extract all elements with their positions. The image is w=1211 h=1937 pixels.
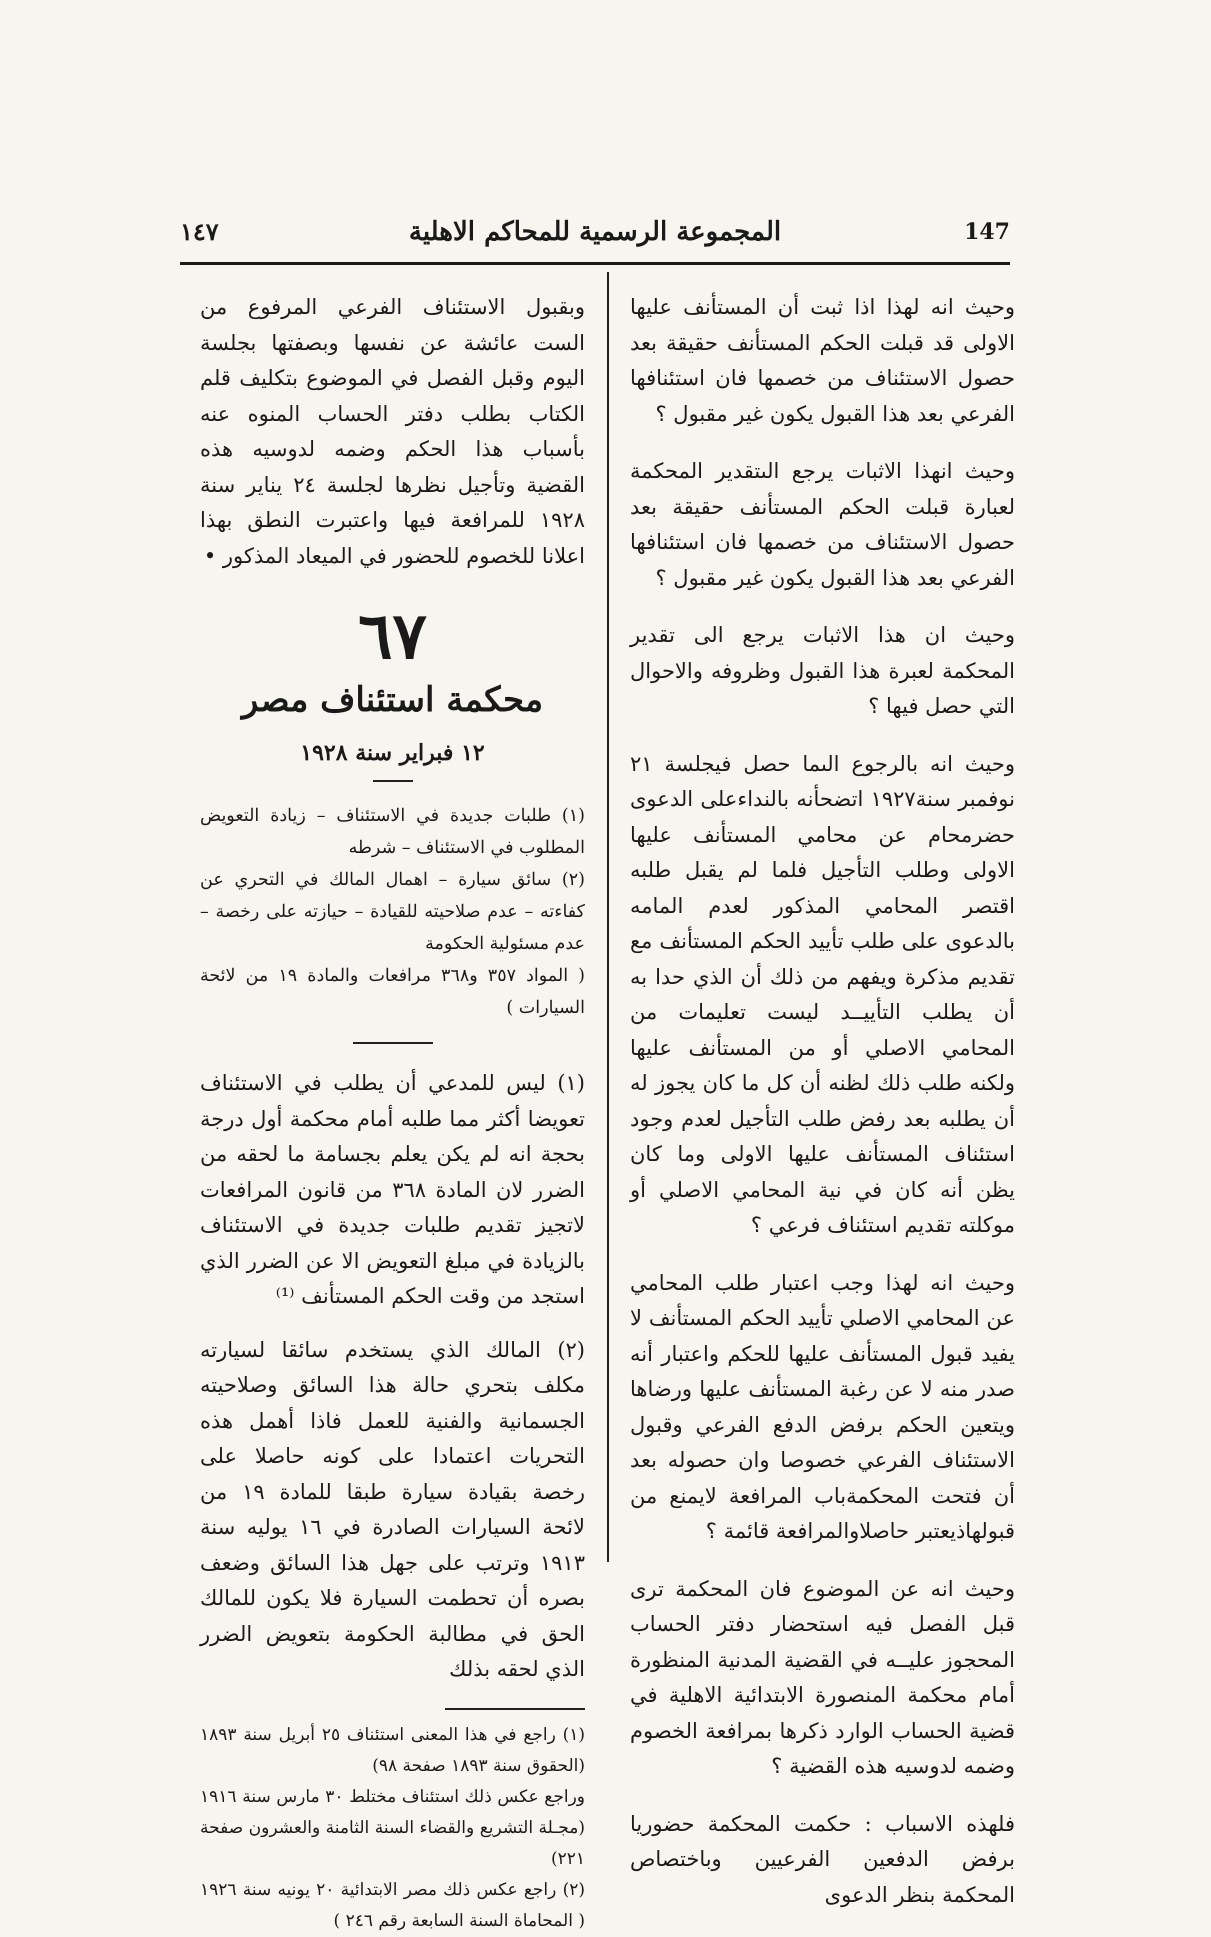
paragraph-verdict: فلهذه الاسباب : حكمت المحكمة حضوريا برفض الدفعين الفرعيين وباختصاص المحكمة بنظر الدعوى <box>630 1811 1015 1907</box>
page-number-arabic: ١٤٧ <box>180 217 219 246</box>
running-title: المجموعة الرسمية للمحاكم الاهلية <box>408 217 782 247</box>
holding-paragraph: (٢) المالك الذي يستخدم سائقا لسيارته مكلف بتحري حالة هذا السائق وصلاحيته الجسمانية والفنية للعمل فاذا أهمل هذه التحريات اعتمادا على كونه حاصلا على رخصة بقيادة سيارة طبقا للمادة ١٩ من لائحة السيارات الصادرة في ١٦ يوليه سنة ١٩١٣ وترتب على جهل هذا السائق وضعف بصره أن تحطمت السيارة فلا يكون للمالك الحق في مطالبة الحكومة بتعويض الضرر الذي لحقه بذلك <box>200 1337 585 1681</box>
case-number: ٦٧ <box>358 599 427 674</box>
divider <box>353 1042 433 1044</box>
paragraph: وحيث ان هذا الاثبات يرجع الى تقدير المحكمة لعبرة هذا القبول وظروفه والاحوال التي حصل فيها ؟ <box>630 623 1015 718</box>
left-column <box>200 290 585 1937</box>
court-name: محكمة استئناف مصر <box>241 680 544 720</box>
paragraph: وحيث انهذا الاثبات يرجع الىتقدير المحكمة لعبارة قبلت الحكم المستأنف حقيقة بعد حصول الاستئناف من خصمها فان استئنافها الفرعي بعد هذا القبول يكون غير مقبول ؟ <box>630 459 1015 590</box>
footnote: وراجع عكس ذلك استئناف مختلط ٣٠ مارس سنة ١٩١٦ (مجـلة التشريع والقضاء السنة الثامنة والعشرون صفحة ٢٢١) <box>200 1786 585 1869</box>
right-column <box>630 290 1015 1913</box>
divider <box>373 780 413 782</box>
paragraph: وحيث انه لهذا وجب اعتبار طلب المحامي عن المحامي الاصلي تأييد الحكم المستأنف لا يفيد قبول المستأنف عليها للحكم واعتبار أنه صدر منه لا عن رغبة المستأنف عليها ورضاها ويتعين الحكم برفض الدفع الفرعي وقبول الاستئناف الفرعي خصوصا وان حصوله بعد أن فتحت المحكمةباب المرافعة لايمنع من قبولهاذيعتبر حاصلاوالمرافعة قائمة ؟ <box>630 1270 1015 1543</box>
summary-item: (١) طلبات جديدة في الاستئناف – زيادة التعويض المطلوب في الاستئناف – شرطه <box>200 806 585 858</box>
holding-paragraph: (١) ليس للمدعي أن يطلب في الاستئناف تعويضا أكثر مما طلبه أمام محكمة أول درجة بحجة انه لم يكن يعلم بجسامة ما لحقه من الضرر لان المادة ٣٦٨ من قانون المرافعات لاتجيز تقديم طلبات جديدة في الاستئناف بالزيادة في مبلغ التعويض الا عن الضرر الذي استجد من وقت الحكم المستأنف ⁽¹⁾ <box>200 1071 585 1308</box>
summary-item: (٢) سائق سيارة – اهمال المالك في التحري عن كفاءته – عدم صلاحيته للقيادة – حيازته على رخصة – عدم مسئولية الحكومة <box>200 870 585 954</box>
footnote: (٢) راجع عكس ذلك مصر الابتدائية ٢٠ يونيه سنة ١٩٢٦ ( المحاماة السنة السابعة رقم ٢٤٦ ) <box>200 1879 585 1931</box>
footnote: (١) راجع في هذا المعنى استئناف ٢٥ أبريل سنة ١٨٩٣ (الحقوق سنة ١٨٩٣ صفحة ٩٨) <box>200 1724 586 1776</box>
paragraph: وحيث انه عن الموضوع فان المحكمة ترى قبل الفصل فيه استحضار دفتر الحساب المحجوز عليــه في القضية المدنية المنظورة أمام محكمة المنصورة الابتدائية الاهلية في قضية الحساب الوارد ذكرها بمرافعة الخصوم وضمه لدوسيه هذه القضية ؟ <box>630 1576 1015 1778</box>
page-number-latin: 147 <box>964 219 1010 245</box>
header-rule <box>180 262 1010 265</box>
footnote-rule <box>445 1708 585 1710</box>
paragraph: وحيث انه بالرجوع الىما حصل فيجلسة ٢١ نوفمبر سنة١٩٢٧ اتضحأنه بالنداءعلى الدعوى حضرمحام عن محامي المستأنف عليها الاولى وطلب التأجيل فلما لم يقبل طلبه اقتصر المحامي المذكور لعدم المامه بالدعوى على طلب تأييد الحكم المستأنف مع تقديم مذكرة ويفهم من ذلك أن الذي حدا به أن يطلب التأييــد ليست تعليمات من المحامي الاصلي أو من المستأنف عليها ولكنه طلب ذلك لظنه أن كل ما كان يجوز له أن يطلبه بعد رفض طلب التأجيل لعدم وجود استئناف المستأنف عليها الاولى وما كان يظن أنه كان في نية المحامي الاصلي أو موكلته تقديم استئناف فرعي ؟ <box>630 751 1015 1237</box>
paragraph-continuation: وبقبول الاستئناف الفرعي المرفوع من الست عائشة عن نفسها وبصفتها بجلسة اليوم وقبل الفصل في الموضوع بتكليف قلم الكتاب بطلب دفتر الحساب المنوه عنه بأسباب هذا الحكم وضمه لدوسيه هذه القضية وتأجيل نظرها لجلسة ٢٤ يناير سنة ١٩٢٨ للمرافعة فيها واعتبرت النطق بهذا اعلانا للخصوم للحضور في الميعاد المذكور • <box>200 295 585 568</box>
summary-articles: ( المواد ٣٥٧ و٣٦٨ مرافعات والمادة ١٩ من لائحة السيارات ) <box>200 966 586 1018</box>
column-divider <box>607 272 609 1562</box>
paragraph: وحيث انه لهذا اذا ثبت أن المستأنف عليها الاولى قد قبلت الحكم المستأنف حقيقة بعد حصول الاستئناف من خصمها فان استئنافها الفرعي بعد هذا القبول يكون غير مقبول ؟ <box>630 295 1015 426</box>
judgment-date: ١٢ فبراير سنة ١٩٢٨ <box>300 740 485 766</box>
page-header <box>180 215 1010 255</box>
